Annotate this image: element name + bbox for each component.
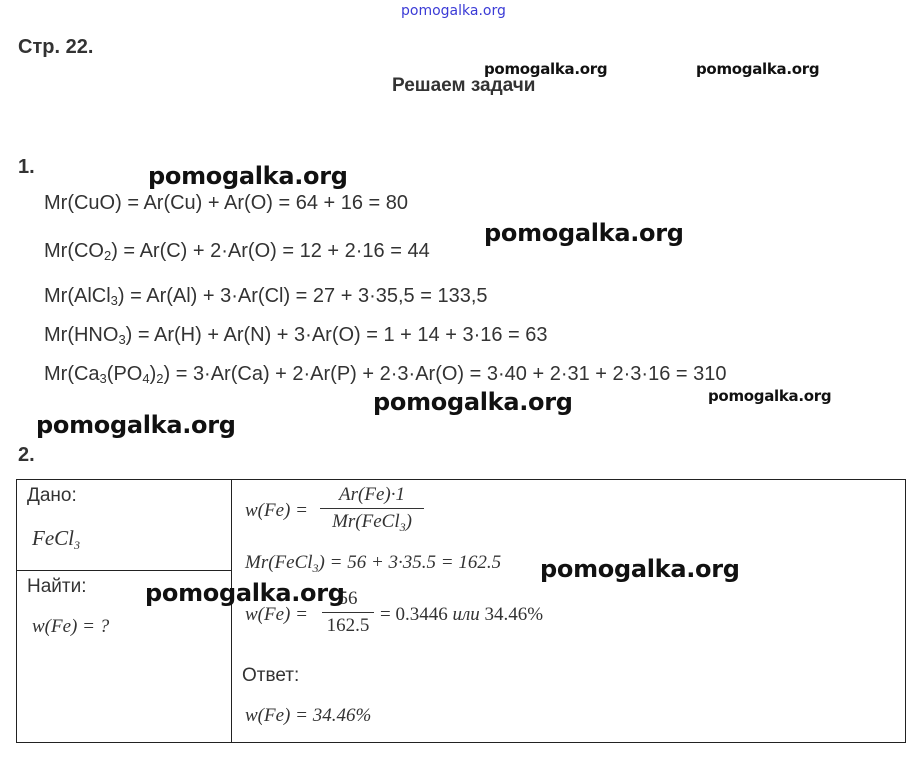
watermark: pomogalka.org bbox=[145, 579, 345, 607]
table-divider-vertical bbox=[231, 479, 232, 743]
given-formula: FeCl$_3$ bbox=[32, 526, 80, 552]
watermark: pomogalka.org bbox=[148, 162, 348, 190]
given-label: Дано: bbox=[27, 485, 77, 506]
equation-line-1: Mr(CuO) = Ar(Cu) + Ar(O) = 64 + 16 = 80 bbox=[44, 192, 409, 214]
page-label: Стр. 22. bbox=[18, 36, 94, 58]
section-title: Решаем задачи bbox=[392, 75, 536, 96]
formula-denominator: Mr(FeCl$_3$) bbox=[332, 511, 412, 534]
calc-denominator: 162.5 bbox=[326, 615, 370, 636]
answer-expression: w(Fe) = 34.46% bbox=[245, 705, 372, 726]
watermark: pomogalka.org bbox=[696, 60, 820, 78]
calc-result: = 0.3446 или 34.46% bbox=[380, 604, 544, 625]
equation-line-2: $Mr(CO_2) = Ar(C) + 2\cdot Ar(O) = 12 + 2\cdot 16 = 44$ bbox=[44, 240, 430, 263]
watermark: pomogalka.org bbox=[708, 387, 832, 405]
formula-fraction bbox=[320, 484, 424, 535]
calc-numerator: 56 bbox=[338, 588, 358, 609]
equation-line-3: Mr(AlCl$_3$) = Ar(Al) + 3·Ar(Cl) = 27 + 3·35,5 = 133,5 bbox=[44, 285, 488, 308]
answer-label: Ответ: bbox=[242, 665, 300, 686]
formula-numerator: Ar(Fe)·1 bbox=[339, 484, 405, 505]
table-divider-horizontal bbox=[16, 570, 232, 571]
task-number-2: 2. bbox=[18, 444, 35, 466]
watermark: pomogalka.org bbox=[373, 388, 573, 416]
calc-lhs: w(Fe) = bbox=[245, 604, 308, 625]
watermark-top: pomogalka.org bbox=[401, 3, 506, 19]
watermark: pomogalka.org bbox=[540, 555, 740, 583]
equation-line-4: $Mr(HNO_3) = Ar(H) + Ar(N) + 3\cdot Ar(O) = 1 + 14 + 3\cdot 16 = 63$ bbox=[44, 324, 548, 347]
molar-mass-line: Mr(FeCl$_3$) = 56 + 3·35.5 = 162.5 bbox=[245, 552, 502, 575]
watermark: pomogalka.org bbox=[484, 219, 684, 247]
watermark: pomogalka.org bbox=[36, 411, 236, 439]
find-label: Найти: bbox=[27, 576, 87, 597]
find-expression: w(Fe) = ? bbox=[32, 616, 110, 637]
equation-line-5: $Mr(Ca_3(PO_4)_2) = 3\cdot Ar(Ca) + 2\cdot Ar(P) + 2\cdot 3\cdot Ar(O) = 3\cdot 40 + 2\cdot 31 + 2\cdot 3\cdot 16 = 310$ bbox=[44, 363, 727, 386]
formula-lhs: w(Fe) = bbox=[245, 500, 308, 521]
task-number-1: 1. bbox=[18, 156, 35, 178]
watermark: pomogalka.org bbox=[484, 60, 608, 78]
